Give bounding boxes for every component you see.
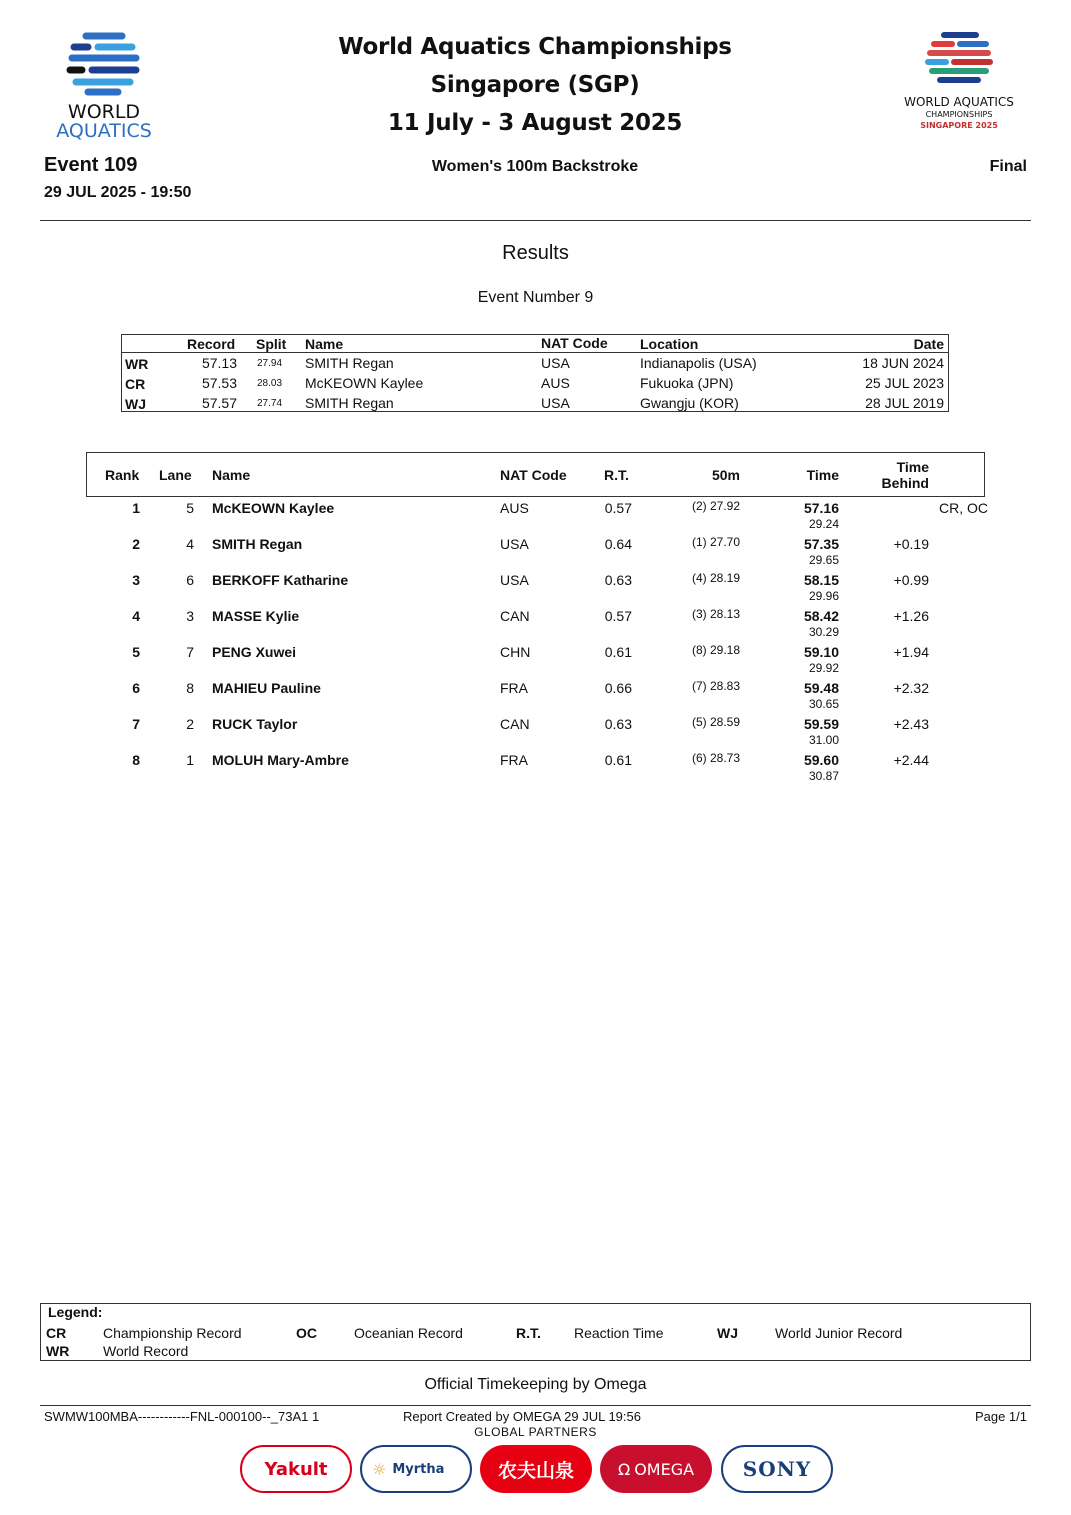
legend-code: CR: [46, 1325, 67, 1341]
legend-title: Legend:: [48, 1304, 103, 1320]
record-time: 57.53: [201, 375, 237, 391]
result-time-behind: +1.94: [893, 644, 929, 660]
result-rt: 0.57: [604, 608, 632, 624]
results-header-name: Name: [212, 467, 251, 483]
record-time: 57.13: [201, 355, 237, 371]
result-rt: 0.63: [604, 572, 632, 588]
document-code: SWMW100MBA------------FNL-000100--_73A1 1: [44, 1409, 320, 1424]
records-table: [121, 334, 949, 412]
result-time: 59.48: [803, 680, 839, 696]
report-created: Report Created by OMEGA 29 JUL 19:56: [403, 1409, 641, 1424]
result-name: RUCK Taylor: [212, 716, 298, 732]
result-split-50m: (2) 27.92: [691, 499, 740, 513]
record-name: SMITH Regan: [305, 395, 394, 411]
sponsor-sony-logo: [721, 1445, 833, 1493]
result-split-100m: 29.96: [808, 589, 839, 603]
legend-code: R.T.: [516, 1325, 541, 1341]
result-rank: 3: [132, 572, 140, 588]
results-header-time-behind-2: Behind: [881, 475, 929, 491]
result-rank: 6: [132, 680, 140, 696]
record-name: SMITH Regan: [305, 355, 394, 371]
result-name: SMITH Regan: [212, 536, 303, 552]
result-rt: 0.66: [604, 680, 632, 696]
result-lane: 8: [186, 680, 194, 696]
result-time: 58.42: [803, 608, 839, 624]
record-location: Indianapolis (USA): [640, 355, 757, 371]
results-header-rank: Rank: [105, 467, 140, 483]
legend-desc: World Junior Record: [775, 1325, 903, 1341]
sponsor-omega-text: OMEGA: [634, 1459, 695, 1479]
sponsor-omega-logo: [600, 1445, 712, 1493]
result-lane: 5: [186, 500, 194, 516]
result-split-100m: 30.29: [808, 625, 839, 639]
world-aquatics-logo-line2: AQUATICS: [56, 120, 152, 142]
result-lane: 4: [186, 536, 194, 552]
result-rank: 4: [132, 608, 140, 624]
record-name: McKEOWN Kaylee: [305, 375, 424, 391]
championship-dates: 11 July - 3 August 2025: [387, 110, 683, 136]
result-split-100m: 30.87: [808, 769, 839, 783]
result-lane: 3: [186, 608, 194, 624]
result-rank: 5: [132, 644, 140, 660]
result-rank: 8: [132, 752, 140, 768]
result-nat: FRA: [500, 752, 528, 768]
legend-code: WR: [46, 1343, 70, 1359]
record-location: Gwangju (KOR): [640, 395, 739, 411]
results-header-time: Time: [806, 467, 839, 483]
result-rank: 2: [132, 536, 140, 552]
result-name: McKEOWN Kaylee: [212, 500, 335, 516]
result-nat: FRA: [500, 680, 528, 696]
results-header-time-behind-1: Time: [896, 459, 929, 475]
result-name: MOLUH Mary-Ambre: [212, 752, 349, 768]
championship-location: Singapore (SGP): [430, 72, 640, 98]
world-aquatics-logo: [44, 30, 164, 142]
result-time: 59.60: [803, 752, 839, 768]
result-rt: 0.61: [604, 752, 632, 768]
sponsor-myrtha-logo: [360, 1445, 472, 1493]
record-type: WR: [125, 356, 149, 372]
result-time: 59.59: [803, 716, 839, 732]
result-record-flag: CR, OC: [939, 500, 988, 516]
result-nat: USA: [500, 536, 529, 552]
legend-desc: World Record: [103, 1343, 189, 1359]
record-date: 25 JUL 2023: [865, 375, 944, 391]
result-time-behind: +2.43: [893, 716, 929, 732]
result-split-100m: 29.92: [808, 661, 839, 675]
event-number-label: Event Number 9: [477, 289, 594, 306]
result-time: 57.35: [803, 536, 839, 552]
sponsor-yakult-text: Yakult: [264, 1458, 328, 1480]
sponsor-nongfu-text: 农夫山泉: [497, 1459, 574, 1482]
championship-logo-line2: CHAMPIONSHIPS: [925, 110, 993, 119]
record-split: 28.03: [257, 378, 283, 389]
championship-logo-line1: WORLD AQUATICS: [904, 95, 1014, 109]
event-phase: Final: [989, 158, 1027, 175]
legend-code: WJ: [717, 1325, 738, 1341]
header-divider: [40, 220, 1031, 221]
sun-icon: ☼: [372, 1459, 387, 1479]
results-header-lane: Lane: [159, 467, 192, 483]
legend-desc: Reaction Time: [574, 1325, 664, 1341]
result-lane: 6: [186, 572, 194, 588]
world-aquatics-logo-mark: [44, 30, 164, 98]
record-date: 18 JUN 2024: [862, 355, 944, 371]
page-number: Page 1/1: [974, 1409, 1027, 1424]
result-split-50m: (5) 28.59: [691, 715, 740, 729]
event-number: Event 109: [44, 154, 138, 176]
result-rank: 7: [132, 716, 140, 732]
championship-logo: [888, 30, 1030, 138]
records-header-location: Location: [640, 336, 699, 352]
result-rt: 0.57: [604, 500, 632, 516]
result-split-50m: (6) 28.73: [691, 751, 740, 765]
result-time: 57.16: [803, 500, 839, 516]
result-split-100m: 31.00: [808, 733, 839, 747]
result-split-100m: 30.65: [808, 697, 839, 711]
result-lane: 2: [186, 716, 194, 732]
results-header-nat: NAT Code: [500, 467, 567, 483]
result-split-50m: (1) 27.70: [691, 535, 740, 549]
result-time: 58.15: [803, 572, 839, 588]
records-header-name: Name: [305, 336, 344, 352]
result-name: BERKOFF Katharine: [212, 572, 349, 588]
record-nat: USA: [541, 355, 570, 371]
result-nat: USA: [500, 572, 529, 588]
timekeeping-note: Official Timekeeping by Omega: [424, 1376, 647, 1393]
omega-icon: Ω: [617, 1459, 631, 1479]
legend-desc: Championship Record: [103, 1325, 242, 1341]
record-nat: AUS: [541, 375, 570, 391]
result-nat: CAN: [500, 608, 530, 624]
records-header-nat: NAT Code: [541, 335, 608, 351]
legend-desc: Oceanian Record: [354, 1325, 463, 1341]
global-partners-label: GLOBAL PARTNERS: [474, 1425, 597, 1439]
championship-title: World Aquatics Championships: [338, 34, 732, 60]
sponsor-yakult-logo: [240, 1445, 352, 1493]
result-split-100m: 29.65: [808, 553, 839, 567]
event-name: Women's 100m Backstroke: [431, 158, 639, 175]
results-header-50m: 50m: [711, 467, 740, 483]
result-time: 59.10: [803, 644, 839, 660]
result-rt: 0.64: [604, 536, 632, 552]
sponsor-sony-text: SONY: [742, 1457, 812, 1481]
sponsor-myrtha-text: Myrtha: [392, 1461, 445, 1477]
record-time: 57.57: [201, 395, 237, 411]
record-location: Fukuoka (JPN): [640, 375, 734, 391]
results-title: Results: [502, 242, 569, 264]
record-split: 27.94: [257, 358, 283, 369]
records-header-date: Date: [913, 336, 944, 352]
result-split-50m: (8) 29.18: [691, 643, 740, 657]
result-nat: CAN: [500, 716, 530, 732]
footer-divider: [40, 1405, 1031, 1406]
result-rank: 1: [132, 500, 140, 516]
legend-code: OC: [296, 1325, 317, 1341]
result-time-behind: +2.32: [893, 680, 929, 696]
result-split-50m: (4) 28.19: [691, 571, 740, 585]
event-datetime: 29 JUL 2025 - 19:50: [44, 184, 192, 201]
result-name: PENG Xuwei: [212, 644, 297, 660]
result-time-behind: +0.99: [893, 572, 929, 588]
records-header-divider: [121, 352, 949, 353]
result-rt: 0.63: [604, 716, 632, 732]
result-split-100m: 29.24: [808, 517, 839, 531]
record-split: 27.74: [257, 398, 283, 409]
results-header-rt: R.T.: [604, 467, 629, 483]
world-aquatics-logo-line1: WORLD: [67, 101, 141, 123]
championship-logo-mark: [888, 30, 1030, 90]
result-nat: CHN: [500, 644, 531, 660]
championship-logo-line3: SINGAPORE 2025: [920, 121, 998, 130]
result-name: MAHIEU Pauline: [212, 680, 321, 696]
result-name: MASSE Kylie: [212, 608, 300, 624]
result-lane: 7: [186, 644, 194, 660]
record-date: 28 JUL 2019: [865, 395, 944, 411]
sponsor-nongfu-logo: [480, 1445, 592, 1493]
result-time-behind: +0.19: [893, 536, 929, 552]
records-header-split: Split: [256, 336, 287, 352]
result-rt: 0.61: [604, 644, 632, 660]
record-type: WJ: [125, 396, 146, 412]
result-nat: AUS: [500, 500, 529, 516]
result-time-behind: +1.26: [893, 608, 929, 624]
record-nat: USA: [541, 395, 570, 411]
result-lane: 1: [186, 752, 194, 768]
records-header-record: Record: [187, 336, 236, 352]
result-time-behind: +2.44: [893, 752, 929, 768]
result-split-50m: (7) 28.83: [691, 679, 740, 693]
record-type: CR: [125, 376, 146, 392]
result-split-50m: (3) 28.13: [691, 607, 740, 621]
